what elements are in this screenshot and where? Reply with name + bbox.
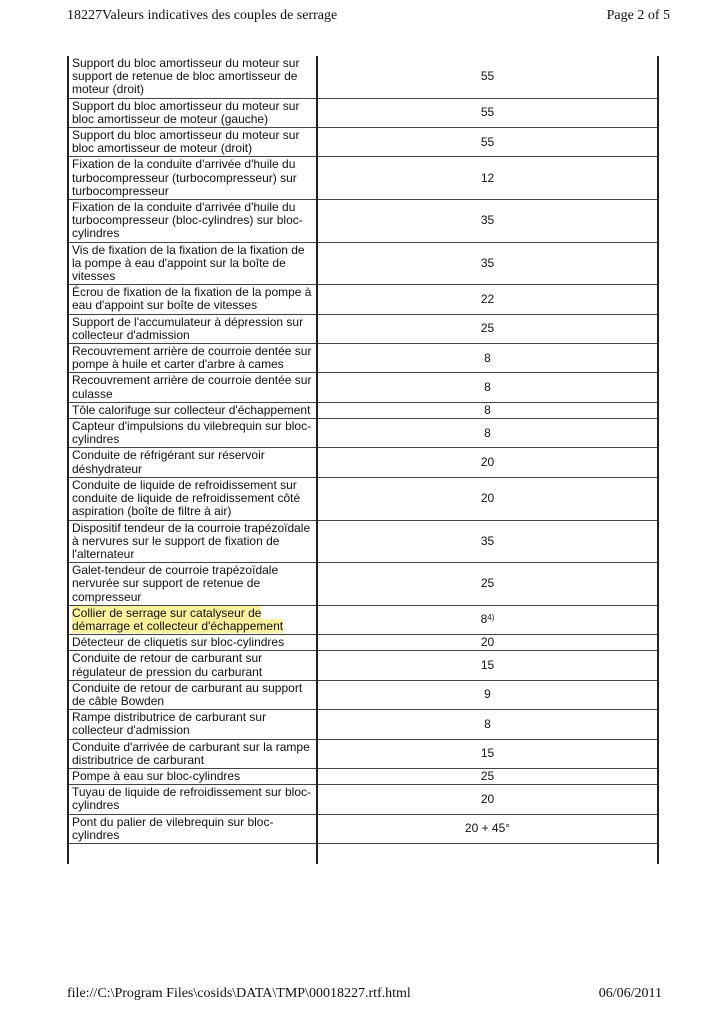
table-row [68,242,658,285]
table-body [68,56,658,864]
torque-value: 8 [484,350,491,365]
table-row [68,710,658,739]
torque-value: 8 [484,402,491,417]
component-cell [68,285,317,314]
component-cell [68,314,317,343]
table-row [68,314,658,343]
component-label: Détecteur de cliquetis sur bloc-cylindres [72,635,285,650]
table-row [68,98,658,127]
torque-values-table [67,56,659,864]
table-row [68,563,658,606]
component-label: Support de l'accumulateur à dépression sur collecteur d'admission [72,314,304,342]
torque-value: 8 [484,380,491,395]
torque-cell [317,98,658,127]
table-row [68,651,658,680]
table-row [68,477,658,520]
torque-cell [317,563,658,606]
torque-value: 20 [480,791,495,806]
torque-value: 20 [480,455,495,470]
component-label: Conduite de retour de carburant sur régulateur de pression du carburant [72,651,263,679]
torque-cell [317,242,658,285]
torque-value: 25 [480,768,495,783]
component-cell [68,768,317,784]
table-row [68,157,658,200]
torque-cell [317,710,658,739]
table-row [68,814,658,843]
table-row [68,768,658,784]
table-row [68,128,658,157]
table-row [68,402,658,418]
torque-cell [317,344,658,373]
component-cell [68,128,317,157]
component-cell [68,344,317,373]
torque-cell [317,448,658,477]
torque-cell [317,520,658,563]
component-cell [68,739,317,768]
component-cell [68,242,317,285]
table-row [68,448,658,477]
component-label: Rampe distributrice de carburant sur collecteur d'admission [72,710,267,738]
torque-cell [317,419,658,448]
torque-cell [317,402,658,418]
torque-value: 22 [480,291,495,306]
torque-value: 20 + 45° [464,821,511,836]
component-label: Dispositif tendeur de la courroie trapézoïdale à nervures sur le support de fixation de l'alternateur [72,520,311,561]
torque-cell [317,157,658,200]
torque-value: 25 [480,321,495,336]
component-cell [68,680,317,709]
torque-value: 35 [480,255,495,270]
component-cell [68,563,317,606]
torque-value: 8 [480,612,488,627]
table-row [68,419,658,448]
component-label: Écrou de fixation de la fixation de la pompe à eau d'appoint sur boîte de vitesses [72,285,312,313]
component-cell [68,419,317,448]
component-label: Support du bloc amortisseur du moteur sur bloc amortisseur de moteur (gauche) [72,98,300,126]
table-row [68,739,658,768]
torque-cell [317,373,658,402]
torque-value: 35 [480,213,495,228]
component-label: Conduite de retour de carburant au support de câble Bowden [72,680,303,708]
torque-value: 8 [484,425,491,440]
torque-value: 9 [484,687,491,702]
torque-cell [317,814,658,843]
component-label: Collier de serrage sur catalyseur de démarrage et collecteur d'échappement [72,605,284,633]
torque-value: 20 [480,635,495,650]
file-path: file://C:\Program Files\cosids\DATA\TMP\00018227.rtf.html [67,986,411,1001]
component-cell [68,402,317,418]
component-cell [68,448,317,477]
table-continuation [68,843,658,864]
component-label: Support du bloc amortisseur du moteur sur support de retenue de bloc amortisseur de moteur (droit) [72,56,300,97]
component-label: Conduite d'arrivée de carburant sur la rampe distributrice de carburant [72,739,310,767]
component-cell [68,477,317,520]
component-cell [68,200,317,243]
component-label: Fixation de la conduite d'arrivée d'huile du turbocompresseur (bloc-cylindres) sur bloc-cylindres [72,200,303,241]
component-label: Conduite de liquide de refroidissement sur conduite de liquide de refroidissement côté aspiration (boîte de filtre à air) [72,477,301,519]
torque-cell [317,785,658,814]
component-cell [68,814,317,843]
torque-value: 12 [480,170,495,185]
component-label: Conduite de réfrigérant sur réservoir déshydrateur [72,448,265,476]
table-row [68,680,658,709]
torque-value: 15 [480,657,495,672]
component-label: Fixation de la conduite d'arrivée d'huile du turbocompresseur (turbocompresseur) sur turbocompresseur [72,157,297,198]
component-cell [68,635,317,651]
torque-value: 15 [480,746,495,761]
component-label: Pont du palier de vilebrequin sur bloc-cylindres [72,814,274,842]
torque-cell [317,651,658,680]
torque-cell [317,56,658,98]
empty-cell [68,843,317,864]
torque-value: 8 [484,716,491,731]
torque-cell [317,200,658,243]
component-label: Tôle calorifuge sur collecteur d'échappement [72,402,311,417]
component-label: Recouvrement arrière de courroie dentée sur pompe à huile et carter d'arbre à cames [72,344,312,372]
torque-cell [317,128,658,157]
torque-value: 55 [480,105,495,120]
table-row [68,785,658,814]
footnote-marker: 4) [487,613,495,623]
torque-cell [317,285,658,314]
component-label: Pompe à eau sur bloc-cylindres [72,768,241,783]
torque-value: 35 [480,533,495,548]
torque-cell [317,314,658,343]
component-cell [68,373,317,402]
table-row [68,520,658,563]
component-cell [68,520,317,563]
torque-cell [317,477,658,520]
torque-value: 55 [480,69,495,84]
table-row [68,635,658,651]
table-row [68,605,658,634]
torque-cell [317,680,658,709]
component-cell [68,710,317,739]
component-label: Galet-tendeur de courroie trapézoïdale nervurée sur support de retenue de compresseur [72,563,279,604]
torque-value: 55 [480,134,495,149]
component-label: Support du bloc amortisseur du moteur sur bloc amortisseur de moteur (droit) [72,128,300,156]
table-row [68,200,658,243]
component-label: Vis de fixation de la fixation de la fixation de la pompe à eau d'appoint sur la boîte de vitesses [72,242,305,284]
table-row [68,344,658,373]
table-row [68,285,658,314]
table-row [68,56,658,98]
component-cell [68,605,317,634]
component-cell [68,157,317,200]
document-title: 18227Valeurs indicatives des couples de serrage [67,8,338,23]
table-row [68,373,658,402]
component-cell [68,785,317,814]
torque-cell [317,739,658,768]
component-cell [68,651,317,680]
component-label: Tuyau de liquide de refroidissement sur bloc-cylindres [72,785,312,813]
empty-cell [317,843,658,864]
torque-value: 20 [480,491,495,506]
page-number: Page 2 of 5 [606,8,670,23]
torque-cell [317,605,658,634]
print-date: 06/06/2011 [598,986,662,1001]
torque-value: 25 [480,576,495,591]
component-cell [68,98,317,127]
torque-cell [317,635,658,651]
component-label: Capteur d'impulsions du vilebrequin sur bloc-cylindres [72,419,312,447]
torque-cell [317,768,658,784]
component-cell [68,56,317,98]
component-label: Recouvrement arrière de courroie dentée sur culasse [72,373,312,401]
